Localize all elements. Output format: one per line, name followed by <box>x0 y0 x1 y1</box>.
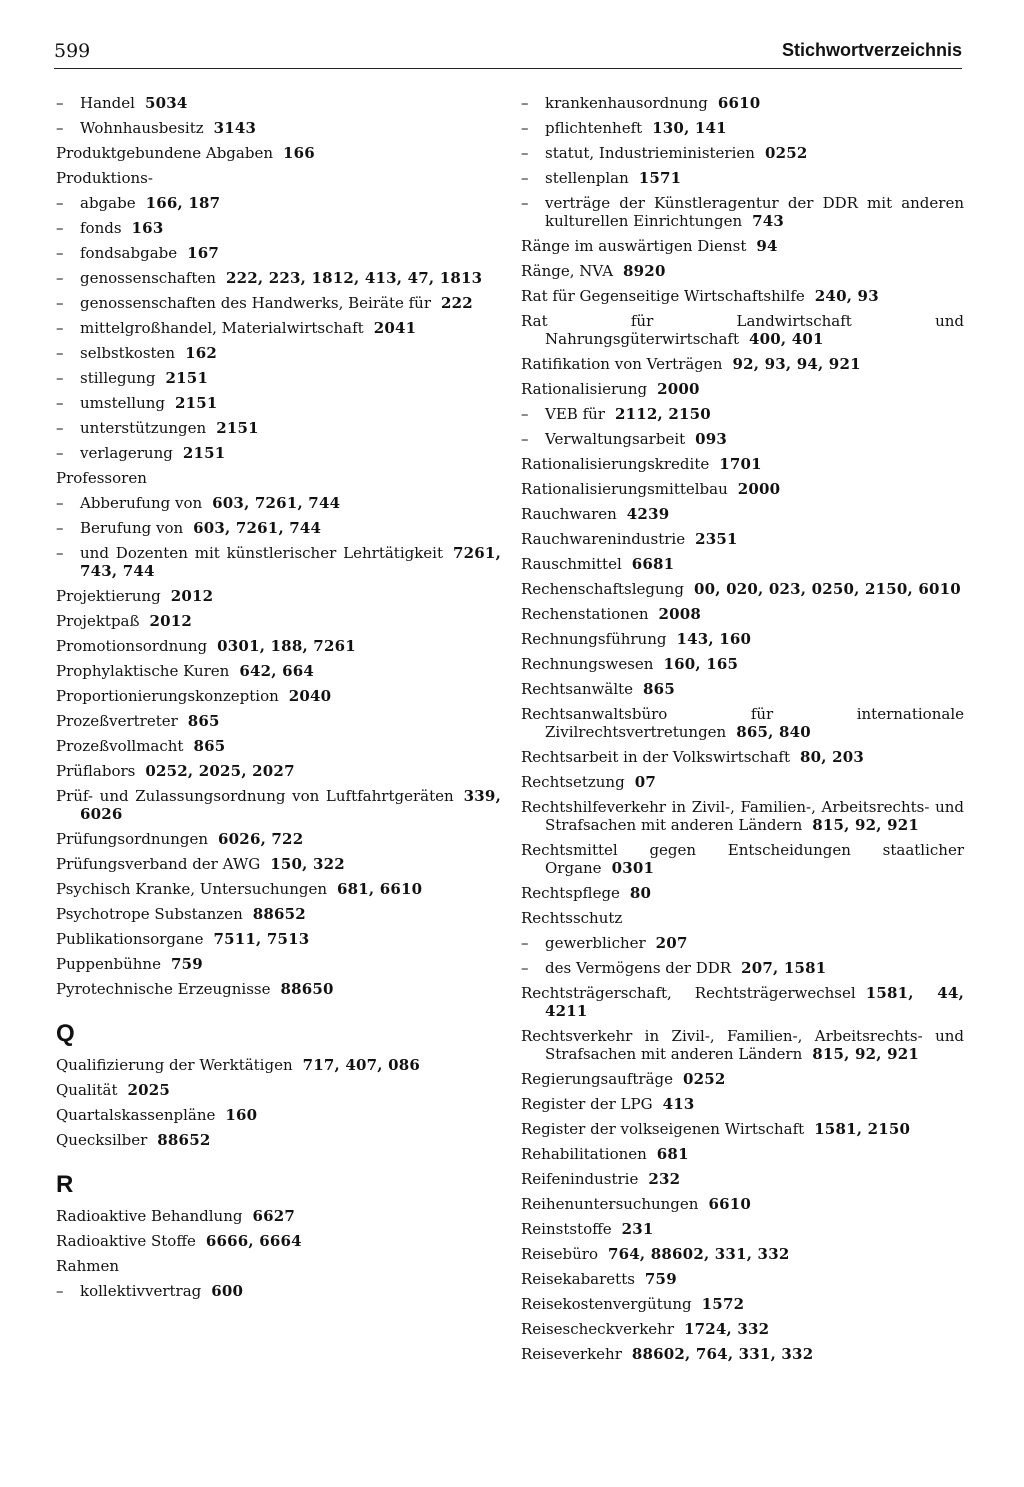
entry-term: Abberufung von <box>80 494 203 512</box>
entry-term: Psychisch Kranke, Untersuchungen <box>56 880 327 898</box>
entry-page-refs: 2151 <box>175 394 218 412</box>
entry-term: Reisebüro <box>521 1245 599 1263</box>
section-letter: Q <box>56 1020 75 1047</box>
index-entry <box>56 662 501 680</box>
entry-term: fondsabgabe <box>80 244 178 262</box>
entry-page-refs: 6666, 6664 <box>205 1232 302 1250</box>
entry-page-refs: 865, 840 <box>736 723 811 741</box>
index-entry <box>521 884 964 902</box>
index-subentry <box>521 94 964 112</box>
index-entry <box>56 1056 501 1074</box>
entry-term: krankenhausordnung <box>545 94 708 112</box>
entry-term: Rauchwarenindustrie <box>521 530 686 548</box>
entry-term: kollektivvertrag <box>80 1282 202 1300</box>
entry-page-refs: 681 <box>656 1145 689 1163</box>
index-subentry <box>56 269 501 287</box>
entry-page-refs: 7261, 743, 744 <box>80 544 501 580</box>
index-subentry <box>56 344 501 362</box>
entry-page-refs: 2040 <box>288 687 332 705</box>
index-entry <box>56 955 501 973</box>
entry-page-refs: 413 <box>662 1095 695 1113</box>
entry-page-refs: 400, 401 <box>748 330 824 348</box>
index-entry <box>56 587 501 605</box>
entry-term: Rechenstationen <box>521 605 649 623</box>
entry-page-refs: 1581, 2150 <box>814 1120 911 1138</box>
entry-term: Rechnungsführung <box>521 630 667 648</box>
index-entry <box>56 1232 501 1250</box>
entry-term: fonds <box>80 219 122 237</box>
entry-page-refs: 1701 <box>719 455 762 473</box>
index-entry <box>521 505 964 523</box>
index-entry <box>521 1095 964 1113</box>
entry-page-refs: 1571 <box>638 169 682 187</box>
entry-page-refs: 88602, 764, 331, 332 <box>631 1345 814 1363</box>
index-entry <box>56 1081 501 1099</box>
entry-term: Rechtsanwaltsbüro für internationale Zivilrechtsvertretungen <box>521 705 964 741</box>
index-entry <box>56 830 501 848</box>
entry-page-refs: 2151 <box>182 444 226 462</box>
page-number: 599 <box>54 40 91 62</box>
index-subentry <box>56 194 501 212</box>
index-entry <box>56 905 501 923</box>
entry-page-refs: 600 <box>211 1282 244 1300</box>
index-entry <box>521 984 964 1020</box>
index-entry <box>521 455 964 473</box>
entry-page-refs: 0301 <box>611 859 655 877</box>
entry-term: Rechtsverkehr in Zivil-, Familien-, Arbeitsrechts- und Strafsachen mit anderen Ländern <box>521 1027 964 1063</box>
entry-page-refs: 6026, 722 <box>218 830 304 848</box>
entry-term: Reiseverkehr <box>521 1345 622 1363</box>
entry-term: Verwaltungsarbeit <box>545 430 686 448</box>
index-entry <box>521 1345 964 1363</box>
index-entry <box>521 480 964 498</box>
entry-term: Quartalskassenpläne <box>56 1106 216 1124</box>
entry-page-refs: 2000 <box>657 380 700 398</box>
entry-page-refs: 166, 187 <box>145 194 221 212</box>
entry-term: Pyrotechnische Erzeugnisse <box>56 980 271 998</box>
entry-page-refs: 240, 93 <box>814 287 879 305</box>
entry-page-refs: 6681 <box>631 555 675 573</box>
index-entry <box>521 1145 964 1163</box>
entry-term: Regierungsaufträge <box>521 1070 674 1088</box>
entry-term: selbstkosten <box>80 344 176 362</box>
index-entry <box>56 930 501 948</box>
entry-term: Rechtspflege <box>521 884 620 902</box>
entry-page-refs: 0252, 2025, 2027 <box>145 762 295 780</box>
entry-term: Prozeßvertreter <box>56 712 178 730</box>
entry-term: Prüfungsverband der AWG <box>56 855 261 873</box>
index-entry <box>56 469 501 487</box>
index-entry <box>521 1270 964 1288</box>
index-subentry <box>521 169 964 187</box>
index-entry <box>521 1120 964 1138</box>
entry-page-refs: 764, 88602, 331, 332 <box>608 1245 790 1263</box>
entry-page-refs: 717, 407, 086 <box>302 1056 421 1074</box>
entry-term: Rechnungswesen <box>521 655 654 673</box>
entry-page-refs: 1724, 332 <box>684 1320 770 1338</box>
entry-page-refs: 07 <box>634 773 656 791</box>
entry-page-refs: 00, 020, 023, 0250, 2150, 6010 <box>693 580 961 598</box>
entry-term: gewerblicher <box>545 934 646 952</box>
entry-page-refs: 2151 <box>216 419 259 437</box>
entry-term: VEB für <box>545 405 605 423</box>
entry-page-refs: 163 <box>131 219 164 237</box>
entry-term: Berufung von <box>80 519 184 537</box>
index-entry <box>521 237 964 255</box>
entry-page-refs: 339, 6026 <box>80 787 501 823</box>
entry-page-refs: 815, 92, 921 <box>812 1045 920 1063</box>
entry-page-refs: 093 <box>695 430 728 448</box>
entry-term: Promotionsordnung <box>56 637 208 655</box>
index-subentry <box>56 119 501 137</box>
entry-term: Professoren <box>56 469 147 487</box>
entry-term: Rechtsarbeit in der Volkswirtschaft <box>521 748 790 766</box>
entry-page-refs: 815, 92, 921 <box>812 816 920 834</box>
index-entry <box>521 530 964 548</box>
index-entry <box>56 980 501 998</box>
index-subentry <box>56 1282 501 1300</box>
entry-term: Reifenindustrie <box>521 1170 639 1188</box>
index-entry <box>56 737 501 755</box>
entry-term: Puppenbühne <box>56 955 161 973</box>
index-entry <box>56 855 501 873</box>
entry-page-refs: 2041 <box>373 319 417 337</box>
index-column-right <box>521 94 964 1370</box>
entry-term: Prophylaktische Kuren <box>56 662 230 680</box>
entry-page-refs: 80, 203 <box>799 748 865 766</box>
index-entry <box>521 1195 964 1213</box>
index-entry <box>521 1295 964 1313</box>
entry-page-refs: 7511, 7513 <box>213 930 310 948</box>
index-entry <box>56 144 501 162</box>
entry-term: genossenschaften des Handwerks, Beiräte für <box>80 294 431 312</box>
entry-term: Rationalisierungsmittelbau <box>521 480 728 498</box>
entry-term: Register der LPG <box>521 1095 653 1113</box>
index-entry <box>521 1027 964 1063</box>
entry-page-refs: 1581, 44, 4211 <box>545 984 964 1020</box>
entry-page-refs: 160 <box>225 1106 258 1124</box>
entry-term: unterstützungen <box>80 419 207 437</box>
index-subentry <box>56 319 501 337</box>
entry-page-refs: 94 <box>756 237 778 255</box>
entry-page-refs: 0252 <box>764 144 808 162</box>
entry-page-refs: 6610 <box>717 94 761 112</box>
entry-page-refs: 759 <box>644 1270 677 1288</box>
entry-term: statut, Industrieministerien <box>545 144 755 162</box>
index-entry <box>521 748 964 766</box>
entry-term: Ränge, NVA <box>521 262 614 280</box>
entry-term: Handel <box>80 94 135 112</box>
index-entry <box>56 1207 501 1225</box>
index-entry <box>521 287 964 305</box>
entry-page-refs: 759 <box>170 955 203 973</box>
entry-term: Proportionierungskonzeption <box>56 687 279 705</box>
index-subentry <box>56 494 501 512</box>
entry-term: des Vermögens der DDR <box>545 959 732 977</box>
index-entry <box>521 1320 964 1338</box>
entry-term: Rauchwaren <box>521 505 617 523</box>
entry-page-refs: 865 <box>193 737 226 755</box>
entry-term: Radioaktive Behandlung <box>56 1207 243 1225</box>
entry-term: abgabe <box>80 194 136 212</box>
entry-page-refs: 603, 7261, 744 <box>212 494 341 512</box>
entry-page-refs: 865 <box>643 680 675 698</box>
index-entry <box>521 909 964 927</box>
entry-term: Rationalisierung <box>521 380 648 398</box>
index-entry <box>521 773 964 791</box>
entry-term: Rechtshilfeverkehr in Zivil-, Familien-, Arbeitsrechts- und Strafsachen mit anderen Ländern <box>521 798 964 834</box>
entry-term: Prüflabors <box>56 762 136 780</box>
entry-term: verträge der Künstleragentur der DDR mit anderen kulturellen Einrichtungen <box>545 194 964 230</box>
entry-term: Rahmen <box>56 1257 120 1275</box>
entry-page-refs: 681, 6610 <box>337 880 423 898</box>
entry-page-refs: 743 <box>752 212 785 230</box>
entry-page-refs: 160, 165 <box>663 655 739 673</box>
index-entry <box>521 605 964 623</box>
index-entry <box>56 762 501 780</box>
entry-page-refs: 6610 <box>708 1195 752 1213</box>
entry-term: Reisescheckverkehr <box>521 1320 674 1338</box>
entry-term: stellenplan <box>545 169 629 187</box>
entry-page-refs: 603, 7261, 744 <box>193 519 322 537</box>
index-subentry <box>56 294 501 312</box>
entry-page-refs: 2012 <box>149 612 193 630</box>
index-entry <box>521 262 964 280</box>
index-entry <box>56 1106 501 1124</box>
index-entry <box>56 880 501 898</box>
header-rule <box>54 68 962 69</box>
index-entry <box>521 380 964 398</box>
entry-page-refs: 5034 <box>144 94 188 112</box>
index-subentry <box>521 934 964 952</box>
entry-page-refs: 166 <box>282 144 315 162</box>
index-column-left <box>56 94 501 1307</box>
entry-page-refs: 88652 <box>252 905 306 923</box>
entry-term: genossenschaften <box>80 269 216 287</box>
entry-page-refs: 2351 <box>695 530 738 548</box>
entry-page-refs: 92, 93, 94, 921 <box>732 355 861 373</box>
entry-page-refs: 4239 <box>626 505 670 523</box>
entry-term: Rechenschaftslegung <box>521 580 684 598</box>
entry-term: Produktions- <box>56 169 153 187</box>
index-subentry <box>521 430 964 448</box>
entry-page-refs: 207, 1581 <box>741 959 827 977</box>
entry-term: umstellung <box>80 394 166 412</box>
entry-page-refs: 150, 322 <box>270 855 345 873</box>
index-entry <box>56 612 501 630</box>
entry-page-refs: 2112, 2150 <box>614 405 711 423</box>
running-head: Stichwortverzeichnis <box>781 40 962 60</box>
entry-page-refs: 222 <box>441 294 473 312</box>
index-entry <box>521 312 964 348</box>
entry-term: Rauschmittel <box>521 555 622 573</box>
entry-page-refs: 88652 <box>157 1131 211 1149</box>
entry-term: Prüf- und Zulassungsordnung von Luftfahrtgeräten <box>56 787 454 805</box>
index-entry <box>56 1131 501 1149</box>
index-entry <box>56 687 501 705</box>
entry-page-refs: 232 <box>648 1170 681 1188</box>
entry-page-refs: 143, 160 <box>676 630 752 648</box>
entry-term: und Dozenten mit künstlerischer Lehrtätigkeit <box>80 544 444 562</box>
entry-page-refs: 865 <box>187 712 220 730</box>
entry-term: Prozeßvollmacht <box>56 737 184 755</box>
entry-term: Rat für Landwirtschaft und Nahrungsgüterwirtschaft <box>521 312 964 348</box>
entry-term: Prüfungsordnungen <box>56 830 209 848</box>
index-entry <box>56 712 501 730</box>
index-entry <box>56 637 501 655</box>
entry-page-refs: 8920 <box>623 262 666 280</box>
entry-page-refs: 207 <box>655 934 688 952</box>
entry-term: Publikationsorgane <box>56 930 204 948</box>
index-entry <box>56 169 501 187</box>
entry-term: Ränge im auswärtigen Dienst <box>521 237 747 255</box>
entry-page-refs: 88650 <box>280 980 334 998</box>
entry-term: Qualität <box>56 1081 118 1099</box>
index-entry <box>521 1245 964 1263</box>
entry-term: Ratifikation von Verträgen <box>521 355 723 373</box>
entry-term: Rat für Gegenseitige Wirtschaftshilfe <box>521 287 805 305</box>
entry-term: Radioaktive Stoffe <box>56 1232 196 1250</box>
entry-term: pflichtenheft <box>545 119 643 137</box>
index-subentry <box>521 405 964 423</box>
entry-page-refs: 6627 <box>252 1207 296 1225</box>
index-entry <box>521 355 964 373</box>
entry-term: Produktgebundene Abgaben <box>56 144 273 162</box>
index-subentry <box>56 394 501 412</box>
index-subentry <box>56 369 501 387</box>
entry-page-refs: 162 <box>185 344 218 362</box>
entry-page-refs: 2008 <box>658 605 702 623</box>
entry-term: Rechtsmittel gegen Entscheidungen staatlicher Organe <box>521 841 964 877</box>
entry-page-refs: 130, 141 <box>652 119 727 137</box>
entry-term: Rechtsschutz <box>521 909 623 927</box>
entry-term: Reihenuntersuchungen <box>521 1195 699 1213</box>
entry-page-refs: 2000 <box>737 480 781 498</box>
entry-term: Projektpaß <box>56 612 140 630</box>
section-letter: R <box>56 1171 74 1198</box>
index-subentry <box>56 544 501 580</box>
index-entry <box>521 841 964 877</box>
entry-term: Reisekabaretts <box>521 1270 635 1288</box>
entry-page-refs: 642, 664 <box>239 662 315 680</box>
index-subentry <box>56 244 501 262</box>
entry-term: Rehabilitationen <box>521 1145 647 1163</box>
entry-term: Rationalisierungskredite <box>521 455 710 473</box>
index-subentry <box>521 144 964 162</box>
index-entry <box>521 705 964 741</box>
entry-term: Projektierung <box>56 587 161 605</box>
entry-page-refs: 2025 <box>127 1081 171 1099</box>
entry-page-refs: 0301, 188, 7261 <box>217 637 356 655</box>
index-subentry <box>56 94 501 112</box>
entry-term: Rechtsträgerschaft, Rechtsträgerwechsel <box>521 984 856 1002</box>
entry-term: stillegung <box>80 369 156 387</box>
index-entry <box>56 1257 501 1275</box>
index-subentry <box>56 444 501 462</box>
entry-term: Psychotrope Substanzen <box>56 905 243 923</box>
index-subentry <box>56 219 501 237</box>
entry-page-refs: 3143 <box>213 119 257 137</box>
index-entry <box>521 1070 964 1088</box>
entry-page-refs: 2151 <box>165 369 209 387</box>
entry-page-refs: 1572 <box>701 1295 745 1313</box>
index-subentry <box>56 519 501 537</box>
entry-term: Register der volkseigenen Wirtschaft <box>521 1120 805 1138</box>
entry-term: Quecksilber <box>56 1131 148 1149</box>
entry-page-refs: 0252 <box>683 1070 726 1088</box>
entry-term: Reisekostenvergütung <box>521 1295 692 1313</box>
entry-term: Wohnhausbesitz <box>80 119 204 137</box>
index-entry <box>521 798 964 834</box>
index-subentry <box>521 119 964 137</box>
entry-term: Rechtsanwälte <box>521 680 634 698</box>
entry-page-refs: 222, 223, 1812, 413, 47, 1813 <box>225 269 483 287</box>
entry-page-refs: 231 <box>621 1220 654 1238</box>
index-entry <box>521 1170 964 1188</box>
index-subentry <box>521 959 964 977</box>
index-entry <box>56 787 501 823</box>
index-entry <box>521 1220 964 1238</box>
index-entry <box>521 655 964 673</box>
entry-term: Rechtsetzung <box>521 773 625 791</box>
index-entry <box>521 580 964 598</box>
entry-term: mittelgroßhandel, Materialwirtschaft <box>80 319 364 337</box>
entry-term: verlagerung <box>80 444 173 462</box>
index-subentry <box>521 194 964 230</box>
entry-term: Qualifizierung der Werktätigen <box>56 1056 293 1074</box>
entry-page-refs: 167 <box>187 244 220 262</box>
entry-term: Reinststoffe <box>521 1220 612 1238</box>
entry-page-refs: 2012 <box>170 587 214 605</box>
index-subentry <box>56 419 501 437</box>
index-entry <box>521 630 964 648</box>
index-entry <box>521 555 964 573</box>
entry-page-refs: 80 <box>629 884 652 902</box>
index-entry <box>521 680 964 698</box>
